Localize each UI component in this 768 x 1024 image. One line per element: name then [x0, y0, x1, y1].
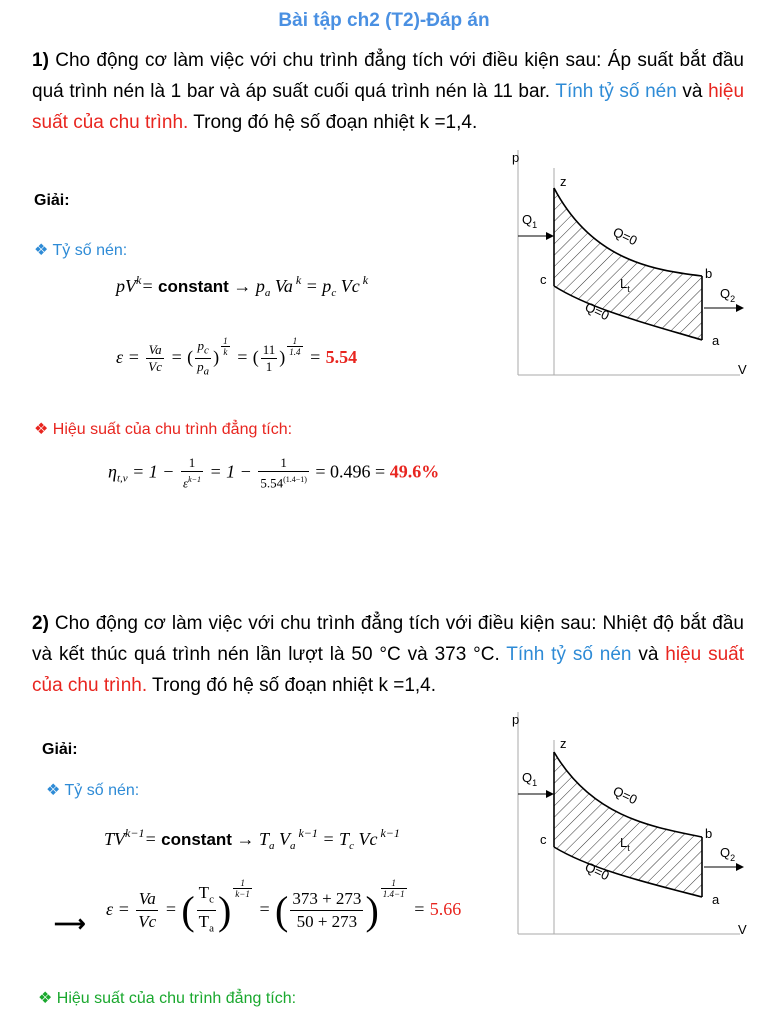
axis-p-label: p — [512, 150, 520, 165]
axis-v-label: V — [738, 362, 747, 377]
problem-2-ratio-label: ❖ Tỷ số nén: — [46, 782, 140, 799]
problem-2-formula-constant: $TV^{k-1}=$ constant → $T_a$ $V_a$ $^{k-1} = T_c$ Vc $^{k-1}$ — [104, 826, 400, 852]
problem-2-formula-ratio: ε = $\frac{Va}{Vc}$ = ( $\frac{T_c}{T_a}$ ) $\frac{1}{k-1}$ = ( $\frac{373 + 273}{50 + 273}$ ) $\frac{1}{1.4-1}$ = 5.66 — [106, 878, 462, 935]
arrow-icon: ⟶ — [54, 911, 86, 936]
adiabatic-compression-label: Q=0 — [582, 299, 612, 324]
problem-1-formula-efficiency: $\eta_{t,v} = 1$ − $\frac{1}{\varepsilon^{k-1}}$ = 1 − $\frac{1}{5.54^{(1.4-1)}}$ = 0.496 = 49.6% — [108, 455, 440, 491]
problem-1-statement — [32, 45, 744, 138]
problem-1-text-end: Trong đó hệ số đoạn nhiệt k =1,4. — [188, 112, 478, 133]
point-z: z — [560, 736, 567, 751]
problem-2-statement — [32, 608, 744, 701]
problem-1-solution-heading: Giải: — [34, 192, 70, 209]
problem-1-formula-constant: $pV^k=$ constant → $p_a$ Va $^k = p_c$ Vc $^k$ — [116, 273, 369, 299]
problem-2-ratio-result: 5.66 — [429, 898, 462, 919]
heat-in-label: $Q_1$ — [522, 770, 538, 788]
point-z: z — [560, 174, 567, 189]
constant-text: constant — [157, 277, 229, 296]
adiabatic-expansion-label: Q=0 — [610, 783, 640, 808]
problem-2-text-end: Trong đó hệ số đoạn nhiệt k =1,4. — [147, 675, 437, 696]
page-title: Bài tập ch2 (T2)-Đáp án — [278, 10, 490, 31]
problem-1-efficiency-result: 49.6% — [389, 461, 440, 482]
problem-1-formula-ratio: ε = $\frac{Va}{Vc}$ = ( $\frac{p_c}{p_a}$ ) $\frac{1}{k}$ = ( $\frac{11}{1}$ ) $\frac{1}{1.4}$ = 5.54 — [116, 336, 358, 378]
point-b: b — [705, 826, 713, 841]
problem-1-and: và — [676, 81, 709, 102]
point-c: c — [540, 832, 547, 847]
heat-out-label: $Q_2$ — [720, 286, 736, 304]
problem-1-question-ratio: Tính tỷ số nén — [555, 81, 677, 102]
point-a: a — [712, 892, 720, 907]
work-label: $L_t$ — [620, 276, 630, 294]
problem-2-and: và — [631, 644, 666, 665]
problem-2-text: Cho động cơ làm việc với chu trình đẳng tích với điều kiện sau: Nhiệt độ bắt đầu và kết thúc quá trình nén lần lượt là 50 °C và 373 °C. — [32, 613, 744, 665]
temperature-numerator: 373 + 273 — [290, 888, 363, 911]
problem-1-ratio-result: 5.54 — [325, 346, 358, 367]
problem-2-efficiency-label: ❖ Hiệu suất của chu trình đẳng tích: — [38, 990, 297, 1007]
adiabatic-expansion-label: Q=0 — [610, 224, 640, 249]
problem-1-ratio-label: ❖ Tỷ số nén: — [34, 242, 128, 259]
work-label: $L_t$ — [620, 835, 630, 853]
pv-diagram-1 — [512, 150, 752, 382]
problem-1-efficiency-value: = 0.496 = — [315, 461, 386, 482]
work-area — [554, 752, 702, 897]
problem-2-solution-heading: Giải: — [42, 741, 78, 758]
point-c: c — [540, 272, 547, 287]
problem-2-question-ratio: Tính tỷ số nén — [506, 644, 632, 665]
point-a: a — [712, 333, 720, 348]
problem-1-number: 1) — [32, 50, 49, 71]
heat-out-label: $Q_2$ — [720, 845, 736, 863]
constant-text: constant — [161, 830, 232, 849]
axis-v-label: V — [738, 922, 747, 937]
axis-p-label: p — [512, 712, 520, 727]
problem-2-number: 2) — [32, 613, 49, 634]
adiabatic-compression-label: Q=0 — [582, 859, 612, 884]
temperature-denominator: 50 + 273 — [296, 912, 358, 932]
problem-2-question-efficiency: hiệu suất của chu trình. — [32, 644, 745, 696]
pv-diagram-2 — [512, 712, 752, 944]
point-b: b — [705, 266, 713, 281]
problem-1-efficiency-label: ❖ Hiệu suất của chu trình đẳng tích: — [34, 421, 293, 438]
problem-1-question-efficiency: hiệu suất của chu trình. — [32, 81, 745, 133]
heat-in-label: $Q_1$ — [522, 212, 538, 230]
problem-1-text: Cho động cơ làm việc với chu trình đẳng tích với điều kiện sau: Áp suất bắt đầu quá trình nén là 1 bar và áp suất cuối quá trình nén là 11 bar. — [32, 50, 744, 102]
